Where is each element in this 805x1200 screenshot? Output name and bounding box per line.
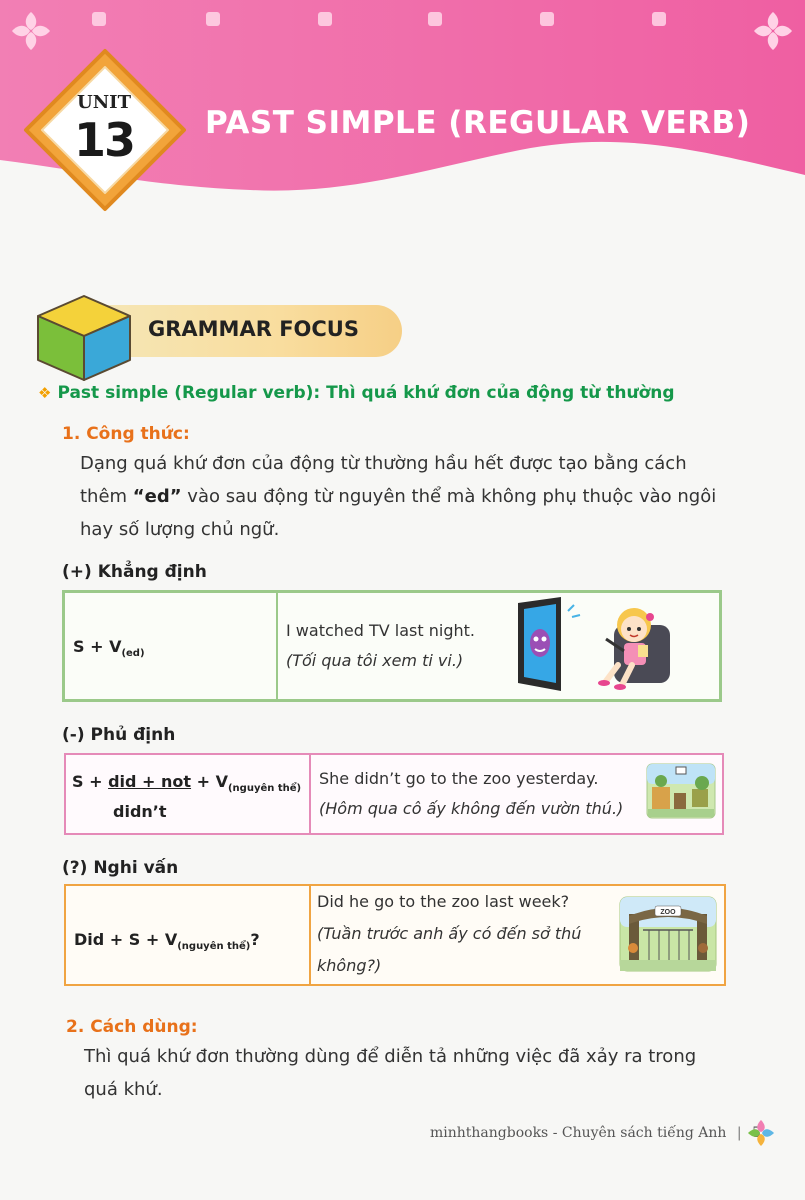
question-formula xyxy=(74,930,260,952)
unit-number: 13 xyxy=(73,113,134,167)
zoo-gate-illustration xyxy=(619,896,717,972)
question-example-cell xyxy=(311,886,724,984)
flower-decor-icon xyxy=(750,8,796,54)
formula-end: ? xyxy=(250,930,260,949)
negative-formula xyxy=(72,772,301,794)
formula-text: S + xyxy=(72,772,109,791)
affirmative-example-en: I watched TV last night. xyxy=(286,621,475,640)
formula-subscript: (nguyên thể) xyxy=(177,941,251,953)
paragraph-line: Thì quá khứ đơn thường dùng để diễn tả những việc đã xảy ra trong xyxy=(84,1046,697,1067)
formula-text: Did + S + V xyxy=(74,930,178,949)
formula-section-title: 1. Công thức: xyxy=(62,424,190,444)
question-example-en: Did he go to the zoo last week? xyxy=(317,892,570,911)
girl-watching-tv-illustration xyxy=(506,595,686,695)
affirmative-example-vi: (Tối qua tôi xem ti vi.) xyxy=(286,651,464,670)
negative-formula-short: didn’t xyxy=(113,802,167,821)
unit-title: PAST SIMPLE (REGULAR VERB) xyxy=(205,105,751,141)
decor-square xyxy=(318,12,332,26)
question-example-vi-1: (Tuần trước anh ấy có đến sở thú xyxy=(317,924,582,943)
footer-publisher-text: minhthangbooks - Chuyên sách tiếng Anh xyxy=(430,1125,727,1141)
paragraph-text: thêm xyxy=(80,486,133,507)
usage-section-title: 2. Cách dùng: xyxy=(66,1017,198,1037)
formula-text: S + V xyxy=(73,637,122,656)
unit-label: UNIT xyxy=(77,92,131,113)
topic-heading-text: Past simple (Regular verb): Thì quá khứ đơn của động từ thường xyxy=(57,383,675,403)
formula-subscript: (ed) xyxy=(121,648,145,660)
negative-example-en: She didn’t go to the zoo yesterday. xyxy=(319,769,599,788)
question-box xyxy=(64,884,726,986)
affirmative-label: (+) Khẳng định xyxy=(62,562,207,582)
decor-square xyxy=(652,12,666,26)
footer-separator: | xyxy=(736,1125,742,1141)
negative-label: (-) Phủ định xyxy=(62,725,176,745)
decor-square xyxy=(428,12,442,26)
question-label: (?) Nghi vấn xyxy=(62,858,179,878)
affirmative-formula xyxy=(73,637,145,659)
paragraph-line: hay số lượng chủ ngữ. xyxy=(80,519,280,540)
question-example-vi-2: không?) xyxy=(317,956,382,975)
ed-highlight-text: ed xyxy=(144,486,170,507)
diamond-bullet-icon: ❖ xyxy=(38,384,52,402)
question-formula-cell xyxy=(66,886,311,984)
footer xyxy=(430,1125,761,1141)
affirmative-formula-cell xyxy=(65,593,278,699)
formula-underlined: did + not xyxy=(108,772,192,791)
decor-square xyxy=(206,12,220,26)
footer-flower-icon xyxy=(746,1118,776,1148)
affirmative-example-cell xyxy=(278,593,719,699)
zoo-sign-text: ZOO xyxy=(660,909,676,916)
usage-paragraph xyxy=(84,1040,744,1106)
decor-square xyxy=(92,12,106,26)
decor-square xyxy=(540,12,554,26)
paragraph-line: Dạng quá khứ đơn của động từ thường hầu hết được tạo bằng cách xyxy=(80,453,687,474)
paragraph-line xyxy=(80,480,740,513)
affirmative-box xyxy=(62,590,722,702)
formula-paragraph xyxy=(80,447,740,546)
cube-icon xyxy=(30,290,138,386)
negative-example-vi: (Hôm qua cô ấy không đến vườn thú.) xyxy=(319,799,624,818)
negative-formula-cell xyxy=(66,755,311,833)
zoo-scene-illustration xyxy=(646,763,716,819)
paragraph-text: vào sau động từ nguyên thể mà không phụ thuộc vào ngôi xyxy=(181,486,717,507)
ed-highlight: “ed” xyxy=(132,486,182,507)
paragraph-line: quá khứ. xyxy=(84,1079,163,1100)
formula-text: + V xyxy=(191,772,228,791)
topic-heading xyxy=(38,383,675,403)
formula-subscript: (nguyên thể) xyxy=(227,783,302,795)
negative-box xyxy=(64,753,724,835)
grammar-focus-title: GRAMMAR FOCUS xyxy=(148,317,359,341)
negative-example-cell xyxy=(311,755,722,833)
